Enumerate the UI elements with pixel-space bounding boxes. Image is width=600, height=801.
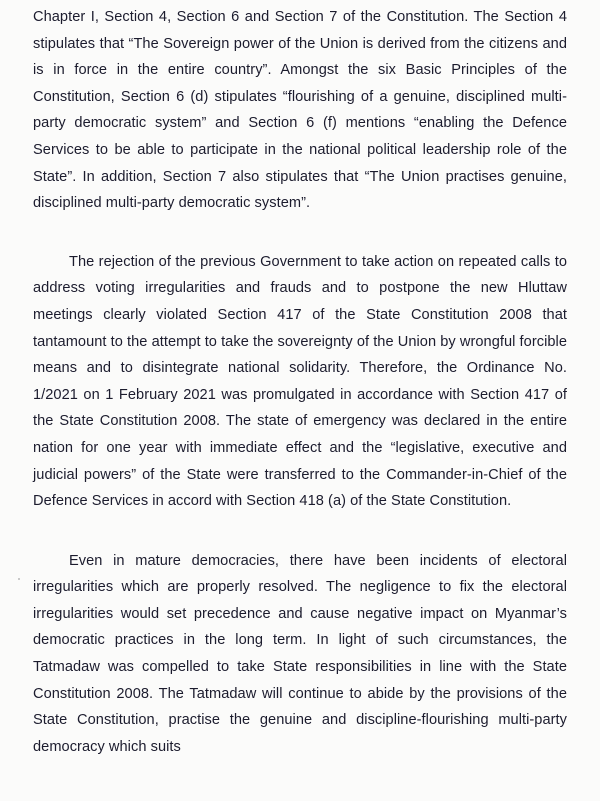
paragraph-constitution-sections: Chapter I, Section 4, Section 6 and Section 7 of the Constitution. The Section 4 stipulates that “The Sovereign power of the Union is derived from the citizens and is in force in the entire country”. Amongst the six Basic Principles of the Constitution, Section 6 (d) stipulates “flourishing of a genuine, disciplined multi-party democratic system” and Section 6 (f) mentions “enabling the Defence Services to be able to participate in the national political leadership role of the State”. In addition, Section 7 also stipulates that “The Union practises genuine, disciplined multi-party democratic system”. [33, 9, 567, 212]
paragraph-mature-democracies: Even in mature democracies, there have been incidents of electoral irregularities which are properly resolved. The negligence to fix the electoral irregularities would set precedence and cause negative impact on Myanmar’s democratic practices in the long term. In light of such circumstances, the Tatmadaw was compelled to take State responsibilities in line with the State Constitution 2008. The Tatmadaw will continue to abide by the provisions of the State Constitution, practise the genuine and discipline-flourishing multi-party democracy which suits [33, 552, 567, 755]
paragraph-spacer [33, 515, 567, 548]
scan-speck [18, 578, 20, 580]
paragraph-rejection-of-government: The rejection of the previous Government to take action on repeated calls to address voting irregularities and frauds and to postpone the new Hluttaw meetings clearly violated Section 417 of the State Constitution 2008 that tantamount to the attempt to take the sovereignty of the Union by wrongful forcible means and to disintegrate national solidarity. Therefore, the Ordinance No. 1/2021 on 1 February 2021 was promulgated in accordance with Section 417 of the State Constitution 2008. The state of emergency was declared in the entire nation for one year with immediate effect and the “legislative, executive and judicial powers” of the State were transferred to the Commander-in-Chief of the Defence Services in accord with Section 418 (a) of the State Constitution. [33, 253, 567, 510]
paragraph-spacer [33, 217, 567, 249]
